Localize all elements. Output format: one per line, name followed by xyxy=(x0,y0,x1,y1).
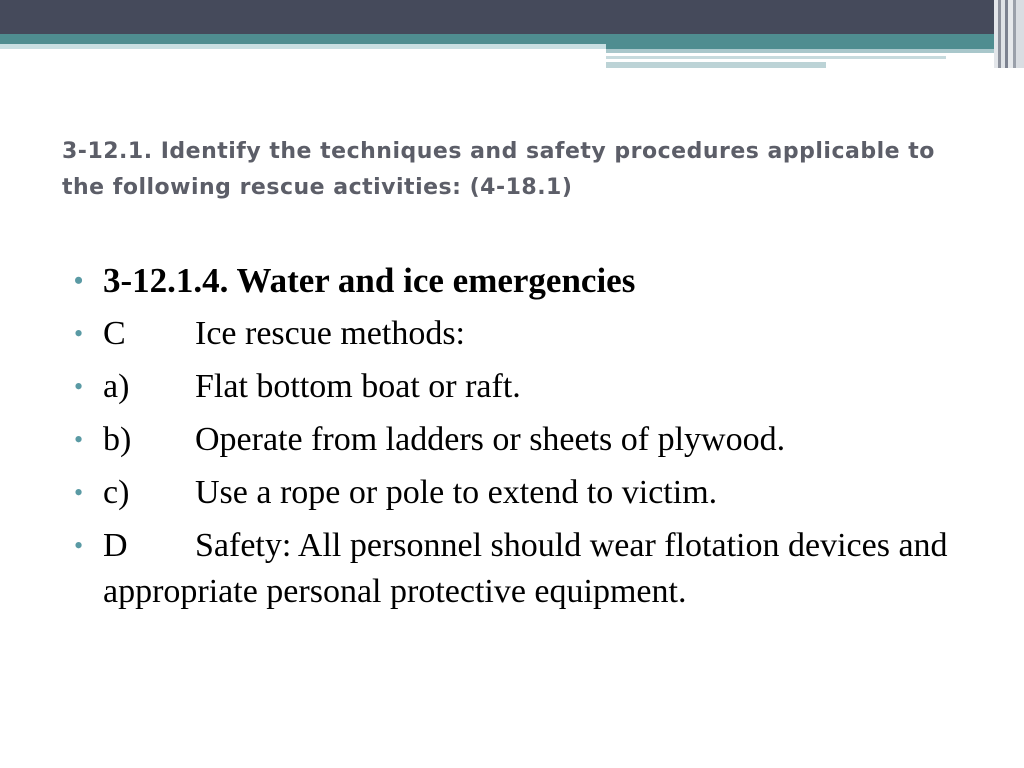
bullet-list xyxy=(74,258,974,622)
slide-title: 3-12.1. Identify the techniques and safety procedures applicable to the following rescue activities: (4-18.1) xyxy=(62,139,935,200)
bullet-text: Ice rescue methods: xyxy=(195,315,465,352)
bullet-label: C xyxy=(103,315,126,352)
bullet-item xyxy=(74,417,974,463)
header-band-teal-light xyxy=(0,44,606,49)
bullet-text: Operate from ladders or sheets of plywood. xyxy=(195,421,786,458)
bullet-item-heading xyxy=(74,258,974,304)
header-vertical-stripes xyxy=(994,0,1024,68)
bullet-label: c) xyxy=(103,474,130,511)
header-accent-line xyxy=(606,62,826,68)
bullet-text: 3-12.1.4. Water and ice emergencies xyxy=(103,261,636,300)
bullet-text: Safety: All personnel should wear flotation devices and appropriate personal protective equipment. xyxy=(103,527,948,610)
bullet-label: D xyxy=(103,527,128,564)
header-accent-line xyxy=(606,49,996,53)
bullet-text: Flat bottom boat or raft. xyxy=(195,368,521,405)
bullet-item xyxy=(74,364,974,410)
bullet-item xyxy=(74,311,974,357)
bullet-label: b) xyxy=(103,421,132,458)
bullet-label: a) xyxy=(103,368,130,405)
header-accent-line xyxy=(606,56,946,59)
header-band-dark xyxy=(0,0,1024,34)
bullet-item xyxy=(74,523,974,615)
bullet-text: Use a rope or pole to extend to victim. xyxy=(195,474,718,511)
bullet-item xyxy=(74,470,974,516)
